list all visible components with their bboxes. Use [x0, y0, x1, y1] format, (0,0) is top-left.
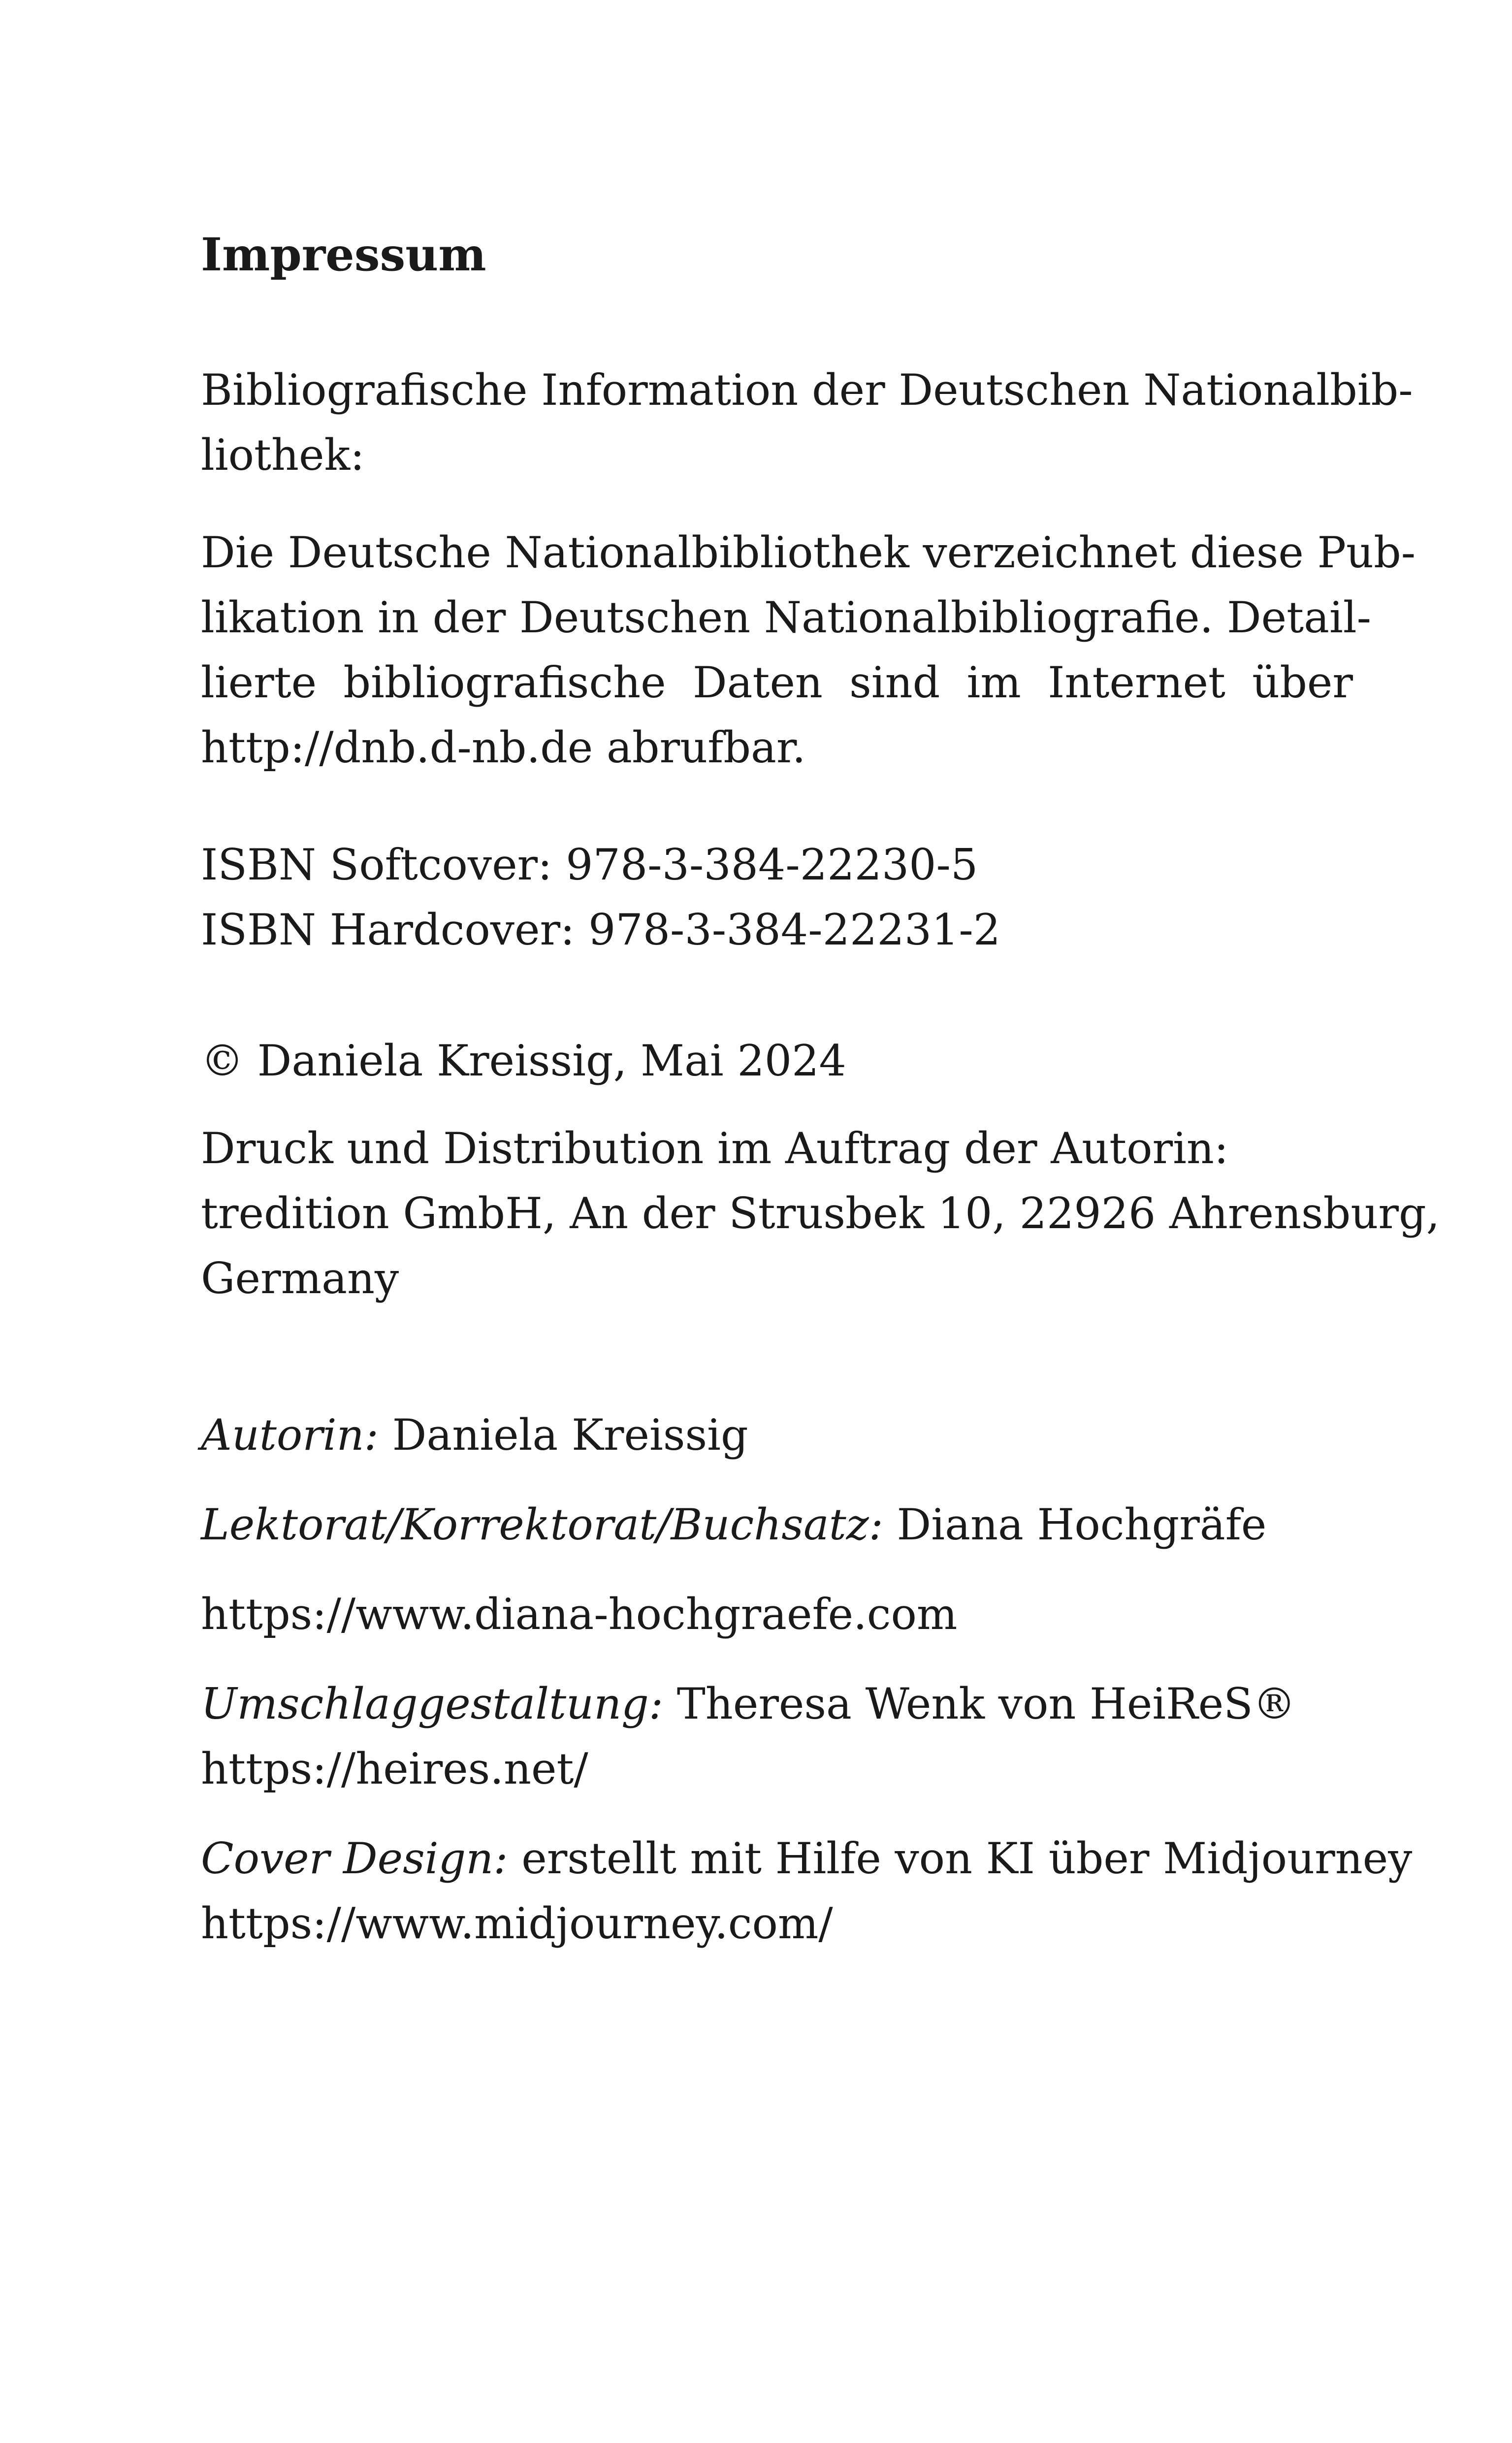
cover-layout-credit [201, 1671, 1353, 1801]
dnb-word: bibliografische [343, 657, 666, 708]
cover-layout-label: Umschlaggestaltung: [201, 1679, 664, 1729]
cover-layout-name: Theresa Wenk von HeiReS® [676, 1679, 1296, 1729]
isbn-softcover: ISBN Softcover: 978-3-384-22230-5 [201, 840, 978, 890]
dnb-word: sind [849, 657, 940, 708]
dnb-word: über [1252, 657, 1353, 708]
dnb-word: lierte [201, 657, 317, 708]
cover-design-credit [201, 1826, 1413, 1956]
printing-line-2: tredition GmbH, An der Strusbek 10, 22926 Ahrensburg, [201, 1188, 1440, 1238]
isbn-block [201, 832, 1353, 962]
dnb-word: Daten [692, 657, 823, 708]
printing-line-3: Germany [201, 1253, 399, 1303]
dnb-line-3 [201, 650, 1353, 715]
author-credit [201, 1402, 1353, 1467]
cover-design-label: Cover Design: [201, 1833, 508, 1884]
bib-info-line-1: Bibliografische Information der Deutschen Nationalbib- [201, 365, 1413, 415]
dnb-statement [201, 520, 1416, 780]
bib-info-line-2: liothek: [201, 430, 365, 480]
editor-website: https://www.diana-hochgraefe.com [201, 1589, 958, 1639]
author-name: Daniela Kreissig [392, 1410, 748, 1460]
dnb-word: Internet [1048, 657, 1225, 708]
printing-info [201, 1116, 1440, 1311]
cover-layout-website: https://heires.net/ [201, 1744, 588, 1794]
editing-credit [201, 1492, 1353, 1557]
copyright-line: © Daniela Kreissig, Mai 2024 [201, 1036, 846, 1086]
dnb-url-line: http://dnb.d-nb.de abrufbar. [201, 722, 806, 773]
imprint-page [201, 0, 1440, 2443]
dnb-line-2: likation in der Deutschen Nationalbibliografie. Detail- [201, 592, 1372, 643]
printing-line-1: Druck und Distribution im Auftrag der Autorin: [201, 1123, 1229, 1173]
page-title: Impressum [201, 228, 486, 281]
cover-design-website: https://www.midjourney.com/ [201, 1898, 833, 1949]
copyright-notice [201, 1028, 1353, 1093]
author-label: Autorin: [201, 1410, 379, 1460]
editor-name: Diana Hochgräfe [897, 1499, 1267, 1550]
dnb-line-1: Die Deutsche Nationalbibliothek verzeichnet diese Pub- [201, 527, 1416, 578]
editing-url [201, 1582, 1353, 1647]
editing-label: Lektorat/Korrektorat/Buchsatz: [201, 1499, 883, 1550]
isbn-hardcover: ISBN Hardcover: 978-3-384-22231-2 [201, 905, 1001, 955]
bibliographic-info [201, 358, 1413, 488]
dnb-word: im [966, 657, 1021, 708]
cover-design-value: erstellt mit Hilfe von KI über Midjourney [521, 1833, 1413, 1884]
